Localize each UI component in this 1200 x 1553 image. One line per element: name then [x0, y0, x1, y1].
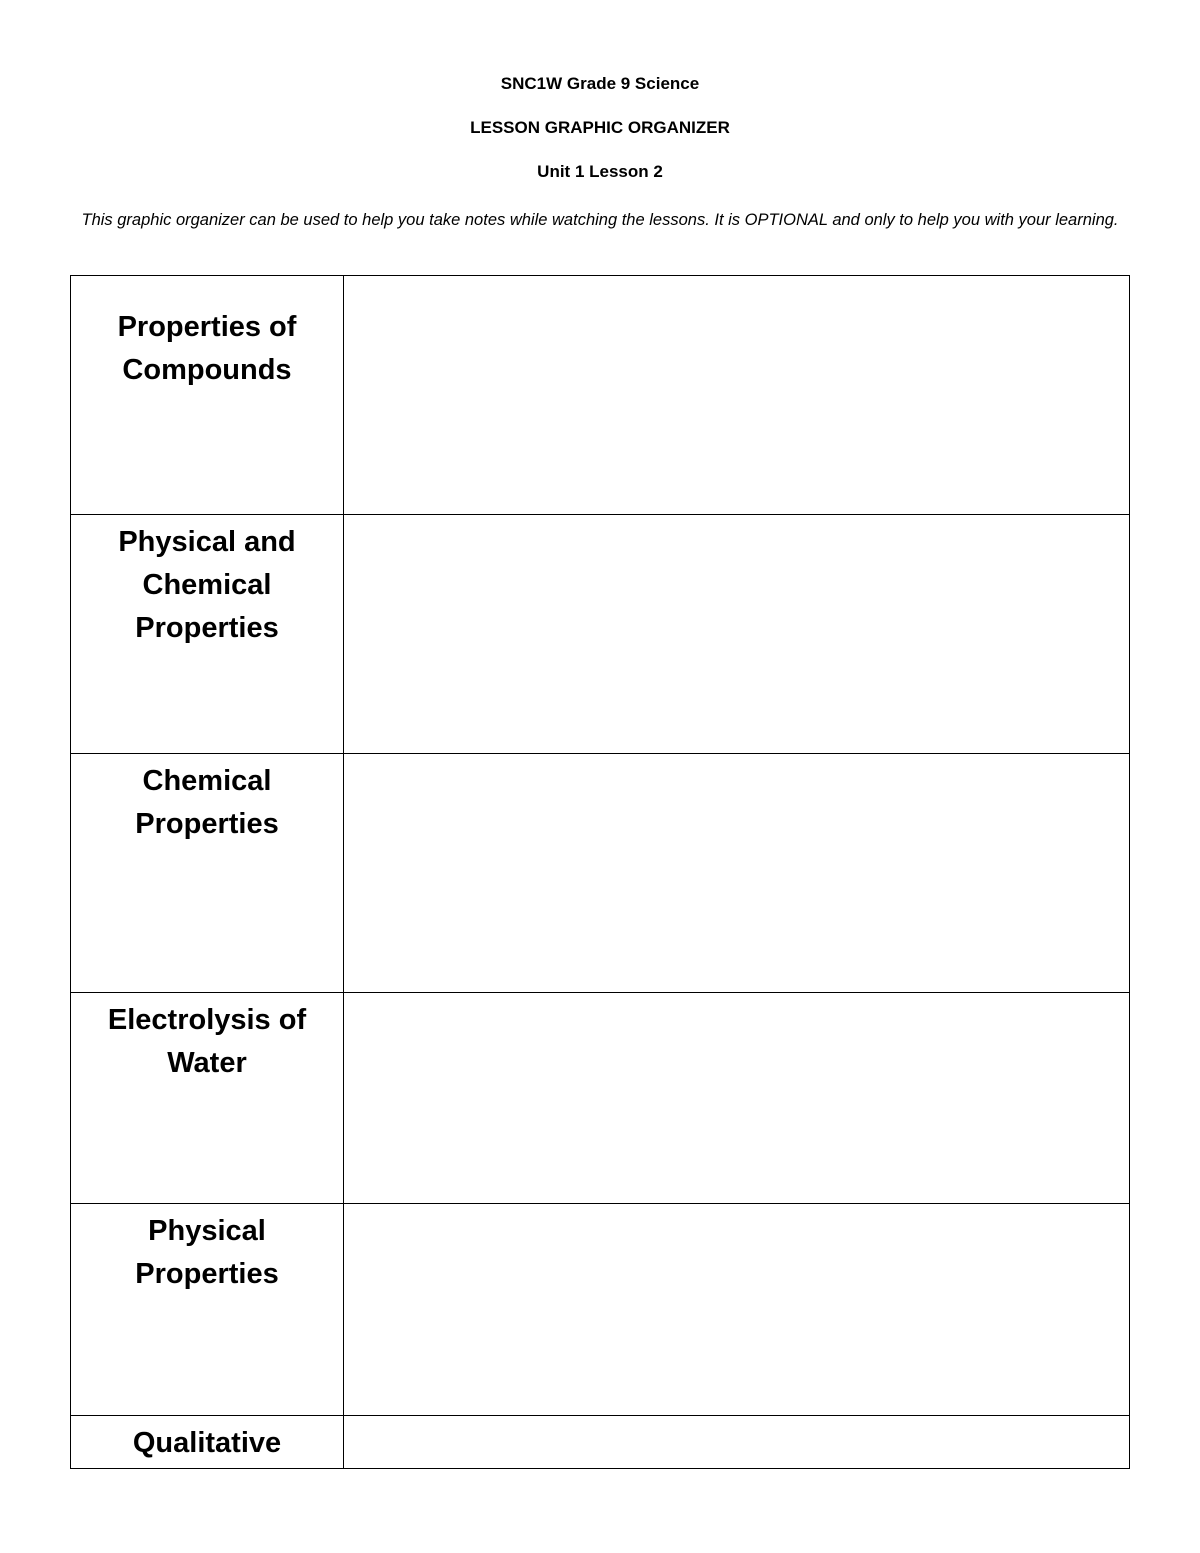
table-row	[71, 276, 1130, 515]
topic-label-properties-of-compounds: Properties of Compounds	[117, 311, 297, 386]
topic-label-chemical-properties: Chemical Properties	[135, 765, 279, 840]
table-row	[71, 993, 1130, 1204]
topic-label-physical-and-chemical-properties: Physical and Chemical Properties	[118, 526, 296, 644]
table-row	[71, 754, 1130, 993]
topic-cell	[71, 1204, 344, 1416]
topic-label-electrolysis-of-water: Electrolysis of Water	[107, 1004, 307, 1079]
lesson-title: Unit 1 Lesson 2	[537, 162, 663, 181]
table-row	[71, 1204, 1130, 1416]
table-row	[71, 515, 1130, 754]
topic-cell	[71, 993, 344, 1204]
topic-cell	[71, 276, 344, 515]
notes-cell-properties-of-compounds[interactable]	[344, 276, 1130, 515]
topic-cell	[71, 1416, 344, 1469]
instructions-text: This graphic organizer can be used to help you take notes while watching the lessons. It is OPTIONAL and only to help you with your learning.	[81, 211, 1119, 229]
organizer-title: LESSON GRAPHIC ORGANIZER	[470, 118, 730, 137]
graphic-organizer-table	[70, 275, 1130, 1469]
topic-label-physical-properties: Physical Properties	[135, 1215, 279, 1290]
course-title: SNC1W Grade 9 Science	[500, 74, 700, 93]
table-row	[71, 1416, 1130, 1469]
notes-cell-physical-and-chemical-properties[interactable]	[344, 515, 1130, 754]
notes-cell-qualitative[interactable]	[344, 1416, 1130, 1469]
notes-cell-chemical-properties[interactable]	[344, 754, 1130, 993]
notes-cell-physical-properties[interactable]	[344, 1204, 1130, 1416]
topic-cell	[71, 515, 344, 754]
notes-cell-electrolysis-of-water[interactable]	[344, 993, 1130, 1204]
topic-cell	[71, 754, 344, 993]
topic-label-qualitative: Qualitative	[132, 1427, 282, 1459]
